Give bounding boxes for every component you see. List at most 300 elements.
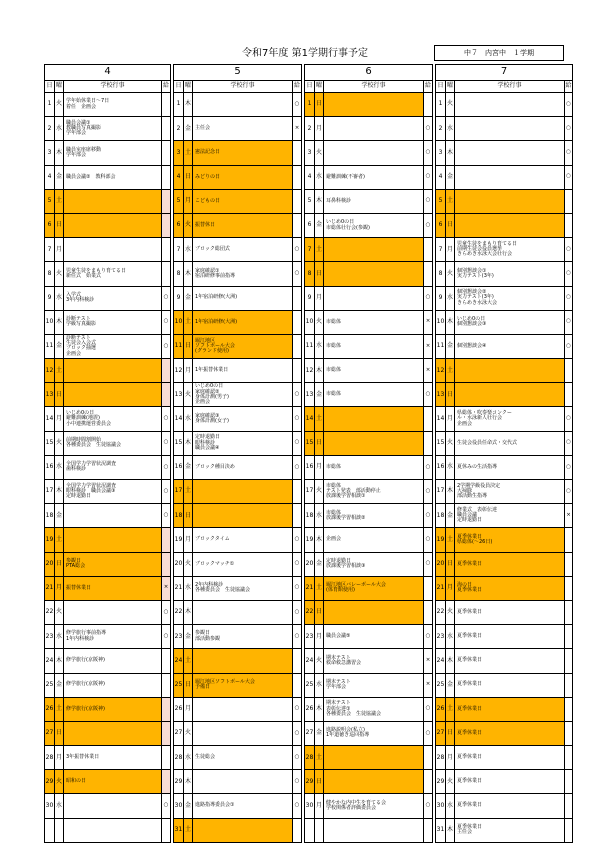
lunch-cell xyxy=(162,818,171,842)
event-cell: 夏季休業日 xyxy=(455,649,565,673)
weekday-cell: 木 xyxy=(446,818,455,842)
lunch-cell: ○ xyxy=(424,141,433,165)
event-cell: こどもの日 xyxy=(193,189,293,213)
lunch-cell: ○ xyxy=(293,794,302,818)
event-cell xyxy=(324,93,424,117)
day-cell: 25 xyxy=(436,673,446,697)
weekday-cell: 水 xyxy=(55,794,64,818)
lunch-cell xyxy=(162,93,171,117)
day-cell: 28 xyxy=(436,746,446,770)
day-cell: 8 xyxy=(45,262,55,286)
weekday-cell: 木 xyxy=(446,310,455,334)
lunch-cell: ○ xyxy=(424,721,433,745)
day-cell: 19 xyxy=(305,528,315,552)
event-cell: いじめ0の日 避難訓練(地震) 小中連携運営委員会 xyxy=(64,407,162,431)
lunch-cell: ○ xyxy=(424,504,433,528)
lunch-cell: ○ xyxy=(162,504,171,528)
day-cell: 9 xyxy=(174,286,184,310)
day-cell: 22 xyxy=(305,600,315,624)
event-cell xyxy=(193,93,293,117)
day-cell: 5 xyxy=(174,189,184,213)
lunch-cell: × xyxy=(293,117,302,141)
weekday-cell: 日 xyxy=(55,383,64,407)
weekday-cell: 金 xyxy=(315,383,324,407)
lunch-cell: ○ xyxy=(293,576,302,600)
day-cell: 27 xyxy=(45,721,55,745)
weekday-cell: 土 xyxy=(55,528,64,552)
lunch-cell xyxy=(565,818,573,842)
lunch-cell: ○ xyxy=(565,334,573,358)
weekday-cell: 金 xyxy=(184,794,193,818)
weekday-cell: 月 xyxy=(446,407,455,431)
lunch-cell: ○ xyxy=(293,238,302,262)
event-cell: 市総体 放課後学習相談② xyxy=(324,504,424,528)
lunch-cell: ○ xyxy=(293,407,302,431)
lunch-cell xyxy=(293,649,302,673)
weekday-cell: 金 xyxy=(446,673,455,697)
event-cell: 学年始休業日～7日 着任 企画会 xyxy=(64,93,162,117)
weekday-cell xyxy=(55,818,64,842)
lunch-cell xyxy=(162,213,171,237)
event-cell xyxy=(455,213,565,237)
weekday-cell: 木 xyxy=(184,770,193,794)
event-cell: ブロックマッチ① xyxy=(193,552,293,576)
day-cell: 1 xyxy=(436,93,446,117)
day-cell: 31 xyxy=(174,818,184,842)
weekday-cell: 水 xyxy=(55,286,64,310)
lunch-cell: ○ xyxy=(565,407,573,431)
lunch-cell: × xyxy=(424,649,433,673)
lunch-cell: ○ xyxy=(293,455,302,479)
day-cell: 7 xyxy=(174,238,184,262)
lunch-cell xyxy=(293,189,302,213)
weekday-cell: 月 xyxy=(55,238,64,262)
day-cell: 12 xyxy=(174,359,184,383)
event-cell: 生徒会役員任命式・交代式 xyxy=(455,431,565,455)
event-cell: 家庭確認③ 身体計測(女子) xyxy=(193,407,293,431)
day-cell: 10 xyxy=(45,310,55,334)
weekday-cell: 日 xyxy=(184,334,193,358)
weekday-cell: 月 xyxy=(446,238,455,262)
event-cell xyxy=(455,189,565,213)
lunch-cell xyxy=(565,576,573,600)
weekday-cell: 金 xyxy=(446,165,455,189)
col-header-event: 学校行事 xyxy=(324,81,424,93)
weekday-cell: 火 xyxy=(446,93,455,117)
weekday-cell: 木 xyxy=(315,528,324,552)
lunch-cell: ○ xyxy=(565,93,573,117)
day-cell: 6 xyxy=(305,213,315,237)
event-cell xyxy=(324,117,424,141)
event-cell xyxy=(64,818,162,842)
lunch-cell: ○ xyxy=(162,431,171,455)
day-cell: 4 xyxy=(305,165,315,189)
lunch-cell: × xyxy=(424,673,433,697)
day-cell: 22 xyxy=(436,600,446,624)
weekday-cell: 木 xyxy=(184,431,193,455)
weekday-cell: 月 xyxy=(446,746,455,770)
event-cell: 夏休みの生活指導 xyxy=(455,455,565,479)
day-cell: 15 xyxy=(305,431,315,455)
weekday-cell: 金 xyxy=(315,213,324,237)
weekday-cell: 金 xyxy=(55,165,64,189)
weekday-cell: 土 xyxy=(315,407,324,431)
event-cell xyxy=(64,504,162,528)
event-cell: みどりの日 xyxy=(193,165,293,189)
weekday-cell: 金 xyxy=(315,552,324,576)
day-cell: 28 xyxy=(45,746,55,770)
lunch-cell xyxy=(424,431,433,455)
event-cell xyxy=(324,141,424,165)
month-header-7: 7 xyxy=(436,65,573,81)
event-cell: 家庭確認① 宿泊研修事前指導 xyxy=(193,262,293,286)
event-cell xyxy=(455,117,565,141)
day-cell: 13 xyxy=(436,383,446,407)
event-cell xyxy=(324,431,424,455)
weekday-cell: 金 xyxy=(446,334,455,358)
event-cell xyxy=(193,600,293,624)
lunch-cell xyxy=(162,262,171,286)
day-cell: 9 xyxy=(305,286,315,310)
lunch-cell xyxy=(565,552,573,576)
weekday-cell: 木 xyxy=(55,649,64,673)
event-cell: 参観日 部活動参観 xyxy=(193,625,293,649)
weekday-cell: 水 xyxy=(315,165,324,189)
event-cell xyxy=(324,600,424,624)
event-cell: 夏季休業日 xyxy=(455,600,565,624)
weekday-cell xyxy=(315,818,324,842)
event-cell: 振替休日 xyxy=(193,213,293,237)
event-cell xyxy=(193,504,293,528)
weekday-cell: 土 xyxy=(55,359,64,383)
lunch-cell xyxy=(424,770,433,794)
day-cell: 25 xyxy=(174,673,184,697)
event-cell xyxy=(64,189,162,213)
weekday-cell: 日 xyxy=(315,93,324,117)
day-cell: 29 xyxy=(436,770,446,794)
event-cell xyxy=(455,93,565,117)
event-cell xyxy=(64,238,162,262)
event-cell: 県総体・吹奏楽コンクー ル・水泳新人壮行会 企画会 xyxy=(455,407,565,431)
lunch-cell: ○ xyxy=(162,334,171,358)
lunch-cell: ○ xyxy=(424,552,433,576)
weekday-cell: 日 xyxy=(315,600,324,624)
weekday-cell: 木 xyxy=(315,359,324,383)
day-cell: 29 xyxy=(305,770,315,794)
event-cell: 進路説明会(私立) 1年道徳き巡回指導 xyxy=(324,721,424,745)
day-cell xyxy=(45,818,55,842)
day-cell: 17 xyxy=(305,480,315,504)
event-cell xyxy=(324,407,424,431)
event-cell: 堀江地区 ソフトボール大会 (グランド使用) xyxy=(193,334,293,358)
weekday-cell: 金 xyxy=(184,117,193,141)
day-cell: 19 xyxy=(174,528,184,552)
event-cell: 海の日 夏季休業日 xyxy=(455,576,565,600)
weekday-cell: 土 xyxy=(315,576,324,600)
event-cell xyxy=(64,383,162,407)
weekday-cell: 月 xyxy=(55,407,64,431)
day-cell: 12 xyxy=(45,359,55,383)
day-cell: 25 xyxy=(305,673,315,697)
day-cell: 26 xyxy=(305,697,315,721)
lunch-cell: ○ xyxy=(293,383,302,407)
event-cell xyxy=(193,818,293,842)
lunch-cell xyxy=(162,359,171,383)
day-cell: 21 xyxy=(45,576,55,600)
lunch-cell: ○ xyxy=(293,770,302,794)
day-cell: 30 xyxy=(436,794,446,818)
lunch-cell: ○ xyxy=(162,600,171,624)
weekday-cell: 日 xyxy=(315,262,324,286)
weekday-cell: 水 xyxy=(184,238,193,262)
day-cell: 14 xyxy=(436,407,446,431)
day-cell: 10 xyxy=(305,310,315,334)
weekday-cell: 木 xyxy=(55,310,64,334)
day-cell: 11 xyxy=(45,334,55,358)
weekday-cell: 木 xyxy=(184,262,193,286)
event-cell: 全国学力学習状況調査 眼科検診 職員会議③ 定時退勤日 xyxy=(64,480,162,504)
weekday-cell: 日 xyxy=(446,213,455,237)
lunch-cell xyxy=(293,141,302,165)
lunch-cell: × xyxy=(424,310,433,334)
lunch-cell xyxy=(293,310,302,334)
event-cell: 職員会議② 教科部会 xyxy=(64,165,162,189)
event-cell: 個別懇談会① 実力テスト(3年) xyxy=(455,262,565,286)
event-cell xyxy=(324,770,424,794)
event-cell: 市総体 xyxy=(324,455,424,479)
weekday-cell: 火 xyxy=(315,480,324,504)
weekday-cell: 月 xyxy=(315,117,324,141)
weekday-cell: 火 xyxy=(184,213,193,237)
weekday-cell: 水 xyxy=(315,673,324,697)
lunch-cell xyxy=(162,770,171,794)
weekday-cell: 金 xyxy=(55,334,64,358)
lunch-cell xyxy=(424,262,433,286)
event-cell xyxy=(455,383,565,407)
event-cell xyxy=(64,721,162,745)
lunch-cell: ○ xyxy=(293,721,302,745)
event-cell: 避難訓練(不審者) xyxy=(324,165,424,189)
event-cell: 定時退勤日 放課後学習相談③ xyxy=(324,552,424,576)
lunch-cell xyxy=(162,383,171,407)
lunch-cell xyxy=(162,721,171,745)
day-cell: 9 xyxy=(436,286,446,310)
day-cell xyxy=(305,818,315,842)
event-cell xyxy=(324,286,424,310)
lunch-cell: ○ xyxy=(293,431,302,455)
col-header-event: 学校行事 xyxy=(455,81,565,93)
weekday-cell: 火 xyxy=(55,262,64,286)
lunch-cell xyxy=(424,407,433,431)
event-cell: 職員会議① 教職員写真撮影 学年部会 xyxy=(64,117,162,141)
event-cell: 夏季休業日 xyxy=(455,794,565,818)
lunch-cell: × xyxy=(565,504,573,528)
event-cell: 期末テスト 学年部会 xyxy=(324,673,424,697)
day-cell: 30 xyxy=(45,794,55,818)
lunch-cell xyxy=(162,552,171,576)
lunch-cell: ○ xyxy=(293,697,302,721)
weekday-cell: 火 xyxy=(446,431,455,455)
day-cell: 27 xyxy=(436,721,446,745)
day-cell: 10 xyxy=(436,310,446,334)
lunch-cell: ○ xyxy=(162,794,171,818)
day-cell: 1 xyxy=(45,93,55,117)
event-cell: 進路指導委員会① xyxy=(193,794,293,818)
day-cell: 30 xyxy=(174,794,184,818)
weekday-cell: 月 xyxy=(55,576,64,600)
lunch-cell: ○ xyxy=(565,286,573,310)
weekday-cell: 月 xyxy=(184,359,193,383)
event-cell: 定時退勤日 眼科検診 職員会議④ xyxy=(193,431,293,455)
day-cell: 8 xyxy=(305,262,315,286)
day-cell: 17 xyxy=(174,480,184,504)
event-cell: 夏季休業日 xyxy=(455,697,565,721)
weekday-cell: 土 xyxy=(55,697,64,721)
day-cell: 20 xyxy=(436,552,446,576)
event-cell: 個別懇談会② 実力テスト(3年) きらめき水泳大会 xyxy=(455,286,565,310)
lunch-cell xyxy=(293,480,302,504)
lunch-cell: ○ xyxy=(293,93,302,117)
day-cell: 3 xyxy=(45,141,55,165)
weekday-cell: 木 xyxy=(315,189,324,213)
lunch-cell: ○ xyxy=(293,746,302,770)
event-cell xyxy=(324,262,424,286)
day-cell: 1 xyxy=(174,93,184,117)
event-cell xyxy=(64,213,162,237)
lunch-cell xyxy=(293,334,302,358)
event-cell: 修学旅行(京阪神) xyxy=(64,673,162,697)
weekday-cell: 日 xyxy=(184,165,193,189)
day-cell: 27 xyxy=(174,721,184,745)
lunch-cell xyxy=(424,818,433,842)
event-cell: 入学式 3年内科検診 xyxy=(64,286,162,310)
lunch-cell: ○ xyxy=(565,262,573,286)
day-cell: 11 xyxy=(305,334,315,358)
event-cell: いじめ0の日 市総体壮行会(参観) xyxy=(324,213,424,237)
lunch-cell xyxy=(565,673,573,697)
weekday-cell: 火 xyxy=(55,431,64,455)
lunch-cell: ○ xyxy=(424,165,433,189)
day-cell: 20 xyxy=(174,552,184,576)
day-cell: 14 xyxy=(174,407,184,431)
day-cell: 16 xyxy=(436,455,446,479)
event-cell: 夏季休業日 県総体(～26日) xyxy=(455,528,565,552)
lunch-cell xyxy=(162,746,171,770)
weekday-cell: 水 xyxy=(446,794,455,818)
event-cell: ブロック総団式 xyxy=(193,238,293,262)
weekday-cell: 日 xyxy=(184,673,193,697)
day-cell: 23 xyxy=(436,625,446,649)
day-cell: 24 xyxy=(305,649,315,673)
event-cell: 職員室座席移動 学年部会 xyxy=(64,141,162,165)
day-cell: 27 xyxy=(305,721,315,745)
weekday-cell: 月 xyxy=(315,286,324,310)
lunch-cell xyxy=(424,238,433,262)
lunch-cell xyxy=(293,213,302,237)
col-header-event: 学校行事 xyxy=(64,81,162,93)
day-cell: 3 xyxy=(436,141,446,165)
day-cell: 22 xyxy=(45,600,55,624)
day-cell: 8 xyxy=(174,262,184,286)
day-cell: 16 xyxy=(174,455,184,479)
lunch-cell: × xyxy=(424,359,433,383)
lunch-cell xyxy=(162,649,171,673)
weekday-cell: 月 xyxy=(184,189,193,213)
event-cell xyxy=(193,770,293,794)
day-cell: 4 xyxy=(45,165,55,189)
day-cell: 17 xyxy=(45,480,55,504)
event-cell xyxy=(193,649,293,673)
day-cell: 22 xyxy=(174,600,184,624)
event-cell: 前期時間割開始 各種委員会 生徒協議会 xyxy=(64,431,162,455)
weekday-cell: 金 xyxy=(184,625,193,649)
event-cell: 夏季休業日 xyxy=(455,746,565,770)
weekday-cell: 火 xyxy=(184,552,193,576)
day-cell: 6 xyxy=(174,213,184,237)
day-cell: 13 xyxy=(174,383,184,407)
lunch-cell xyxy=(424,746,433,770)
event-cell: 職員会議⑤ xyxy=(324,625,424,649)
day-cell: 29 xyxy=(45,770,55,794)
weekday-cell: 日 xyxy=(184,504,193,528)
lunch-cell xyxy=(293,165,302,189)
lunch-cell: ○ xyxy=(424,480,433,504)
weekday-cell: 木 xyxy=(184,600,193,624)
lunch-cell xyxy=(293,504,302,528)
event-cell: 個別懇談会④ xyxy=(455,334,565,358)
event-cell: 主任会 xyxy=(193,117,293,141)
day-cell: 19 xyxy=(436,528,446,552)
lunch-cell: ○ xyxy=(565,117,573,141)
event-cell xyxy=(455,165,565,189)
weekday-cell: 水 xyxy=(315,334,324,358)
day-cell: 13 xyxy=(45,383,55,407)
event-cell xyxy=(324,818,424,842)
day-cell: 24 xyxy=(174,649,184,673)
lunch-cell xyxy=(565,528,573,552)
day-cell: 24 xyxy=(45,649,55,673)
event-cell xyxy=(64,359,162,383)
lunch-cell xyxy=(162,238,171,262)
lunch-cell: ○ xyxy=(565,165,573,189)
day-cell: 4 xyxy=(436,165,446,189)
weekday-cell: 土 xyxy=(315,746,324,770)
lunch-cell xyxy=(162,117,171,141)
lunch-cell: ○ xyxy=(424,528,433,552)
event-cell: 期末テスト 救命救急講習会 xyxy=(324,649,424,673)
weekday-cell: 月 xyxy=(446,576,455,600)
weekday-cell: 金 xyxy=(315,721,324,745)
weekday-cell: 火 xyxy=(446,600,455,624)
lunch-cell xyxy=(162,673,171,697)
day-cell: 5 xyxy=(305,189,315,213)
lunch-cell: ○ xyxy=(162,480,171,504)
event-cell xyxy=(193,721,293,745)
weekday-cell: 金 xyxy=(55,673,64,697)
event-cell: 2学期学級役員決定 大掃除 部活動生指導 xyxy=(455,480,565,504)
weekday-cell: 土 xyxy=(184,141,193,165)
event-cell: 夏季休業日 xyxy=(455,673,565,697)
weekday-cell: 水 xyxy=(446,625,455,649)
lunch-cell xyxy=(162,141,171,165)
day-cell: 14 xyxy=(305,407,315,431)
event-cell: 修学旅行(京阪神) xyxy=(64,649,162,673)
lunch-cell xyxy=(565,189,573,213)
lunch-cell xyxy=(565,649,573,673)
weekday-cell: 木 xyxy=(184,93,193,117)
lunch-cell: ○ xyxy=(293,262,302,286)
weekday-cell: 月 xyxy=(184,697,193,721)
